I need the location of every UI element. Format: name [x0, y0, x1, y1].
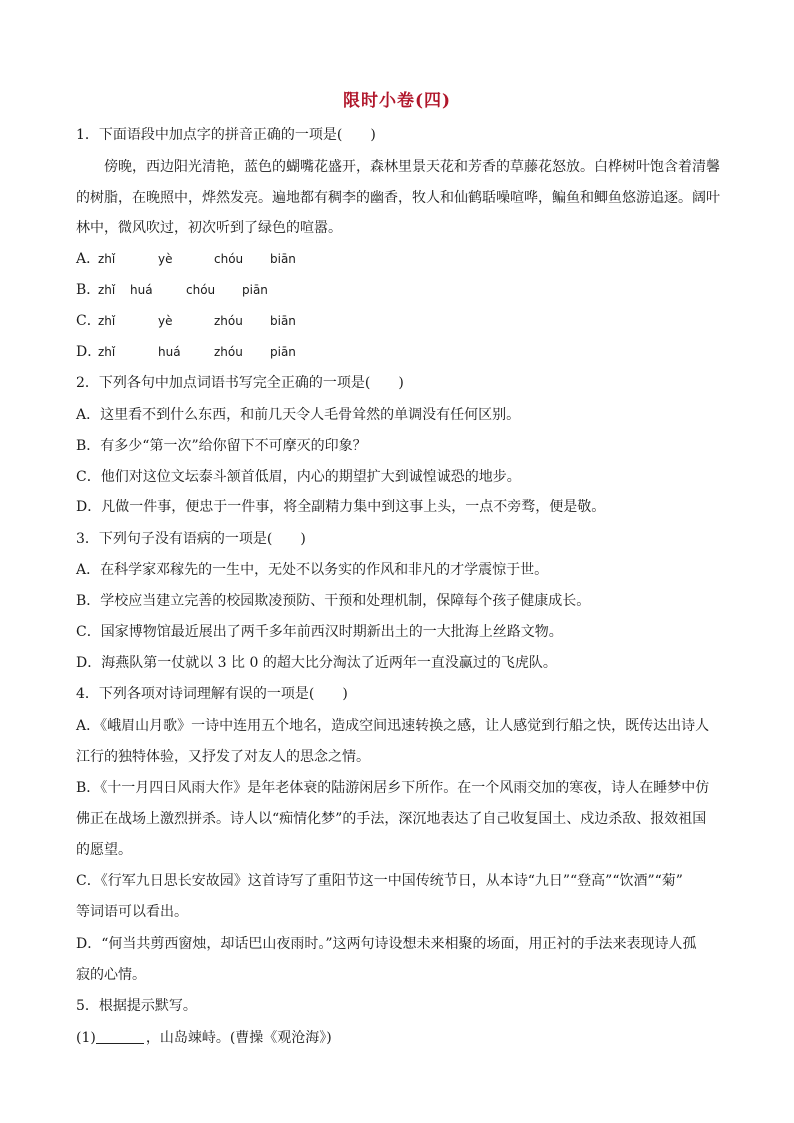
- q2-option-d: D．凡做一件事，便忠于一件事，将全副精力集中到这事上头，一点不旁骛，便是敬。: [76, 499, 606, 515]
- answer-blank[interactable]: [96, 1029, 144, 1044]
- pinyin-3: chóu: [214, 252, 244, 266]
- item-number: (1): [76, 1030, 96, 1046]
- q1-passage-line-2: 的树脂，在晚照中，烨然发亮。遍地都有稠李的幽香，牧人和仙鹤聒噪喧哗，鳊鱼和鲫鱼悠游追逐。阔叶: [76, 190, 720, 206]
- q1-option-a: [76, 249, 718, 269]
- q1-option-d: [76, 342, 718, 362]
- q4-line-7: 等词语可以看出。: [76, 904, 188, 920]
- pinyin-2: huá: [130, 283, 153, 297]
- q3-option-a: A．在科学家邓稼先的一生中，无处不以务实的作风和非凡的才学震惊于世。: [76, 562, 549, 578]
- option-label: A．: [76, 251, 101, 267]
- q2-option-b: B．有多少“第一次”给你留下不可摩灭的印象？: [76, 438, 367, 454]
- pinyin-1: zhǐ: [98, 252, 116, 266]
- q1-passage-line-3: 林中，微风吹过，初次听到了绿色的喧嚣。: [76, 220, 342, 236]
- pinyin-1: zhǐ: [98, 345, 116, 359]
- q4-line-6: C．《行军九日思长安故园》这首诗写了重阳节这一中国传统节日，从本诗“九日”“登高”“饮酒”“菊”: [76, 873, 683, 889]
- q4-line-1: A．《峨眉山月歌》一诗中连用五个地名，造成空间迅速转换之感，让人感觉到行船之快，既传达出诗人: [76, 718, 710, 734]
- pinyin-4: biān: [270, 252, 296, 266]
- option-label: D．: [76, 344, 102, 360]
- pinyin-3: zhóu: [214, 314, 243, 328]
- pinyin-2: huá: [158, 345, 181, 359]
- q3-option-d: D．海燕队第一仗就以 3 比 0 的超大比分淘汰了近两年一直没赢过的飞虎队。: [76, 655, 557, 671]
- q1-option-b: [76, 280, 718, 300]
- question-2-stem: 2．下列各句中加点词语书写完全正确的一项是( ): [76, 375, 404, 391]
- q1-option-c: [76, 311, 718, 331]
- question-4-stem: 4．下列各项对诗词理解有误的一项是( ): [76, 686, 348, 702]
- option-label: C．: [76, 313, 101, 329]
- pinyin-1: zhǐ: [98, 283, 116, 297]
- q4-line-2: 江行的独特体验，又抒发了对友人的思念之情。: [76, 749, 370, 765]
- q4-line-8: D．“何当共剪西窗烛，却话巴山夜雨时。”这两句诗设想未来相聚的场面，用正衬的手法来表现诗人孤: [76, 936, 697, 952]
- pinyin-2: yè: [158, 314, 173, 328]
- pinyin-4: piān: [242, 283, 268, 297]
- q5-item-1: [76, 1028, 718, 1048]
- pinyin-3: chóu: [186, 283, 216, 297]
- item-text: ，山岛竦峙。(曹操《观沧海》): [145, 1030, 332, 1046]
- q3-option-b: B．学校应当建立完善的校园欺凌预防、干预和处理机制，保障每个孩子健康成长。: [76, 593, 591, 609]
- q4-line-4: 佛正在战场上激烈拼杀。诗人以“痴情化梦”的手法，深沉地表达了自己收复国土、戍边杀敌、报效祖国: [76, 811, 707, 827]
- q2-option-c: C．他们对这位文坛泰斗颔首低眉，内心的期望扩大到诚惶诚恐的地步。: [76, 469, 521, 485]
- pinyin-2: yè: [158, 252, 173, 266]
- pinyin-4: biān: [270, 314, 296, 328]
- pinyin-1: zhǐ: [98, 314, 116, 328]
- question-3-stem: 3．下列句子没有语病的一项是( ): [76, 531, 306, 547]
- q4-line-3: B．《十一月四日风雨大作》是年老体衰的陆游闲居乡下所作。在一个风雨交加的寒夜，诗人在睡梦中仿: [76, 780, 710, 796]
- pinyin-4: piān: [270, 345, 296, 359]
- option-label: B．: [76, 282, 101, 298]
- pinyin-3: zhóu: [214, 345, 243, 359]
- question-5-stem: 5．根据提示默写。: [76, 998, 197, 1014]
- page-title: 限时小卷(四): [342, 91, 452, 111]
- q2-option-a: A．这里看不到什么东西，和前几天令人毛骨耸然的单调没有任何区别。: [76, 407, 521, 423]
- q1-passage-line-1: 傍晚，西边阳光清艳，蓝色的蝴嘴花盛开，森林里景天花和芳香的草藤花怒放。白桦树叶饱含着清馨: [104, 159, 720, 175]
- q4-line-9: 寂的心情。: [76, 967, 146, 983]
- question-1-stem: 1．下面语段中加点字的拼音正确的一项是( ): [76, 127, 376, 143]
- q4-line-5: 的愿望。: [76, 842, 132, 858]
- q3-option-c: C．国家博物馆最近展出了两千多年前西汉时期新出土的一大批海上丝路文物。: [76, 624, 563, 640]
